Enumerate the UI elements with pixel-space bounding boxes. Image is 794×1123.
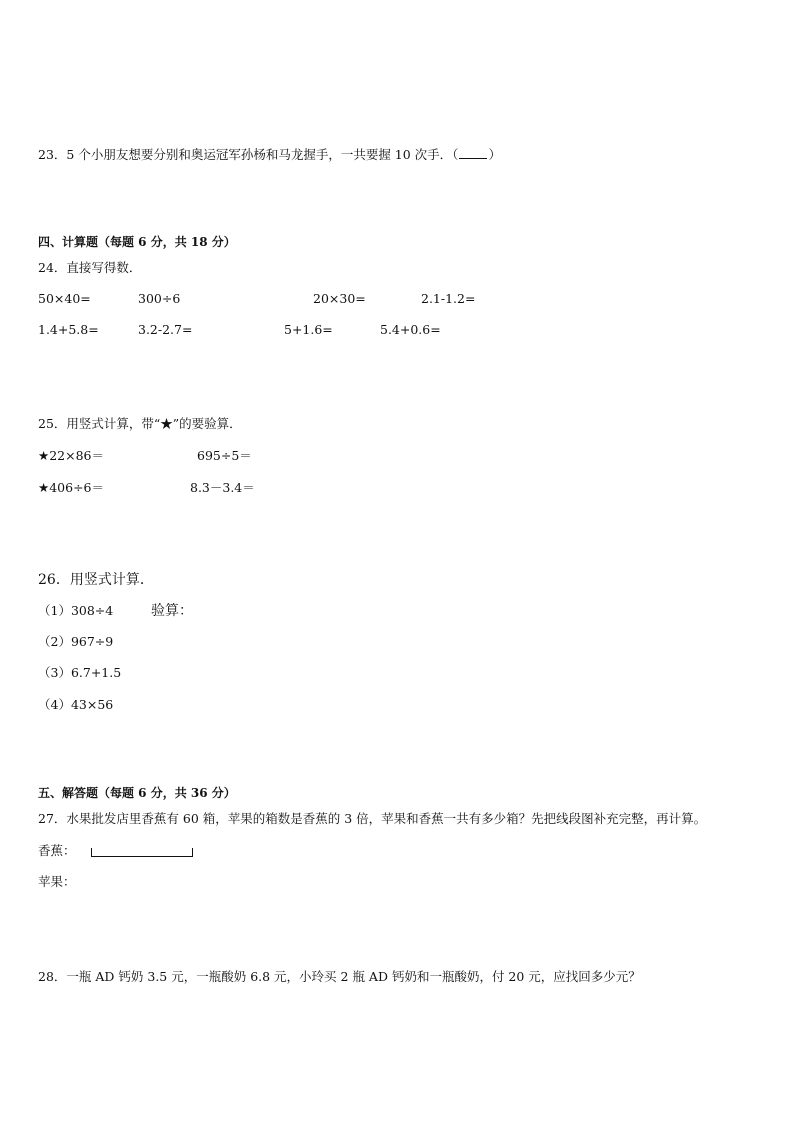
question-24-title: 24．直接写得数． — [38, 260, 142, 275]
question-28-text: 28．一瓶 AD 钙奶 3.5 元，一瓶酸奶 6.8 元，小玲买 2 瓶 AD 钙奶和一瓶酸奶，付 20 元，应找回多少元？ — [38, 969, 641, 984]
banana-label: 香蕉： — [38, 843, 76, 858]
calc-item: （4）43×56 — [38, 697, 114, 712]
calc-item: 5+1.6= — [284, 322, 333, 337]
answer-blank[interactable] — [459, 148, 487, 159]
calc-item: 50×40= — [38, 291, 91, 306]
calc-item: ★406÷6＝ — [38, 480, 104, 495]
apple-label: 苹果： — [38, 874, 76, 889]
calc-item: 300÷6 — [138, 291, 181, 306]
calc-item: 5.4+0.6= — [380, 322, 441, 337]
calc-item: （1）308÷4 — [38, 603, 114, 618]
section-4-heading: 四、计算题（每题 6 分，共 18 分） — [38, 235, 236, 249]
banana-line-segment — [91, 848, 193, 857]
question-23-text: 23．5 个小朋友想要分别和奥运冠军孙杨和马龙握手，一共要握 10 次手．（ — [38, 147, 459, 162]
question-27-text: 27．水果批发店里香蕉有 60 箱，苹果的箱数是香蕉的 3 倍，苹果和香蕉一共有多少箱？先把线段图补充完整，再计算。 — [38, 811, 707, 826]
calc-item: （2）967÷9 — [38, 634, 114, 649]
question-23 — [38, 148, 501, 162]
calc-item: 1.4+5.8= — [38, 322, 99, 337]
calc-item: 3.2-2.7= — [138, 322, 193, 337]
calc-item: 2.1-1.2= — [421, 291, 476, 306]
question-26-title: 26．用竖式计算． — [38, 572, 154, 588]
check-label: 验算： — [151, 603, 193, 619]
calc-item: 20×30= — [313, 291, 366, 306]
calc-item: ★22×86＝ — [38, 448, 104, 463]
section-5-heading: 五、解答题（每题 6 分，共 36 分） — [38, 786, 236, 800]
question-25-title: 25．用竖式计算，带“★”的要验算． — [38, 416, 242, 431]
question-23-close: ） — [488, 147, 501, 162]
calc-item: 695÷5＝ — [197, 448, 252, 463]
calc-item: 8.3－3.4＝ — [190, 480, 255, 495]
calc-item: （3）6.7+1.5 — [38, 665, 122, 680]
